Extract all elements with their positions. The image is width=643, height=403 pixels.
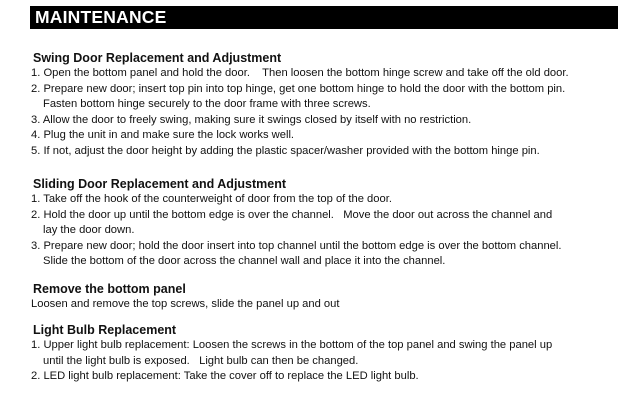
- instruction-line: 1. Take off the hook of the counterweight of door from the top of the door.: [31, 193, 392, 205]
- section-swing-door: [31, 51, 621, 160]
- section-remove-bottom-panel: [31, 282, 621, 313]
- instruction-line: 2. LED light bulb replacement: Take the cover off to replace the LED light bulb.: [31, 370, 419, 383]
- instruction-line: 3. Prepare new door; hold the door insert into top channel until the bottom edge is over the bottom channel.: [31, 239, 562, 252]
- instruction-line: 2. Prepare new door; insert top pin into top hinge, get one bottom hinge to hold the door with the bottom pin.: [31, 82, 566, 95]
- page-title: MAINTENANCE: [35, 7, 167, 27]
- section-title: Remove the bottom panel: [33, 282, 186, 296]
- instruction-line: Fasten bottom hinge securely to the door frame with three screws.: [43, 98, 371, 111]
- instruction-line: lay the door down.: [43, 224, 135, 237]
- section-title: Light Bulb Replacement: [33, 323, 177, 337]
- instruction-line: 4. Plug the unit in and make sure the lock works well.: [31, 129, 295, 142]
- instruction-line: Loosen and remove the top screws, slide the panel up and out: [31, 298, 340, 310]
- instruction-line: 2. Hold the door up until the bottom edge is over the channel. Move the door out across the channel and: [31, 208, 553, 221]
- section-sliding-door: [31, 177, 621, 270]
- section-title: Sliding Door Replacement and Adjustment: [33, 177, 287, 191]
- instruction-line: Slide the bottom of the door across the channel wall and place it into the channel.: [43, 255, 446, 268]
- section-light-bulb: [31, 323, 621, 385]
- instruction-list: [31, 66, 621, 160]
- instruction-line: 3. Allow the door to freely swing, making sure it swings closed by itself with no restriction.: [31, 113, 472, 126]
- instruction-line: 1. Upper light bulb replacement: Loosen the screws in the bottom of the top panel and swing the panel up: [31, 339, 553, 351]
- instruction-list: [31, 192, 621, 270]
- instruction-line: until the light bulb is exposed. Light bulb can then be changed.: [43, 354, 359, 367]
- header-bar: [30, 6, 618, 29]
- instruction-line: 5. If not, adjust the door height by adding the plastic spacer/washer provided with the bottom hinge pin.: [31, 144, 540, 157]
- section-title: Swing Door Replacement and Adjustment: [33, 51, 282, 65]
- instruction-line: 1. Open the bottom panel and hold the door. Then loosen the bottom hinge screw and take off the old door.: [31, 67, 569, 79]
- instruction-list: [31, 297, 621, 313]
- instruction-list: [31, 338, 621, 385]
